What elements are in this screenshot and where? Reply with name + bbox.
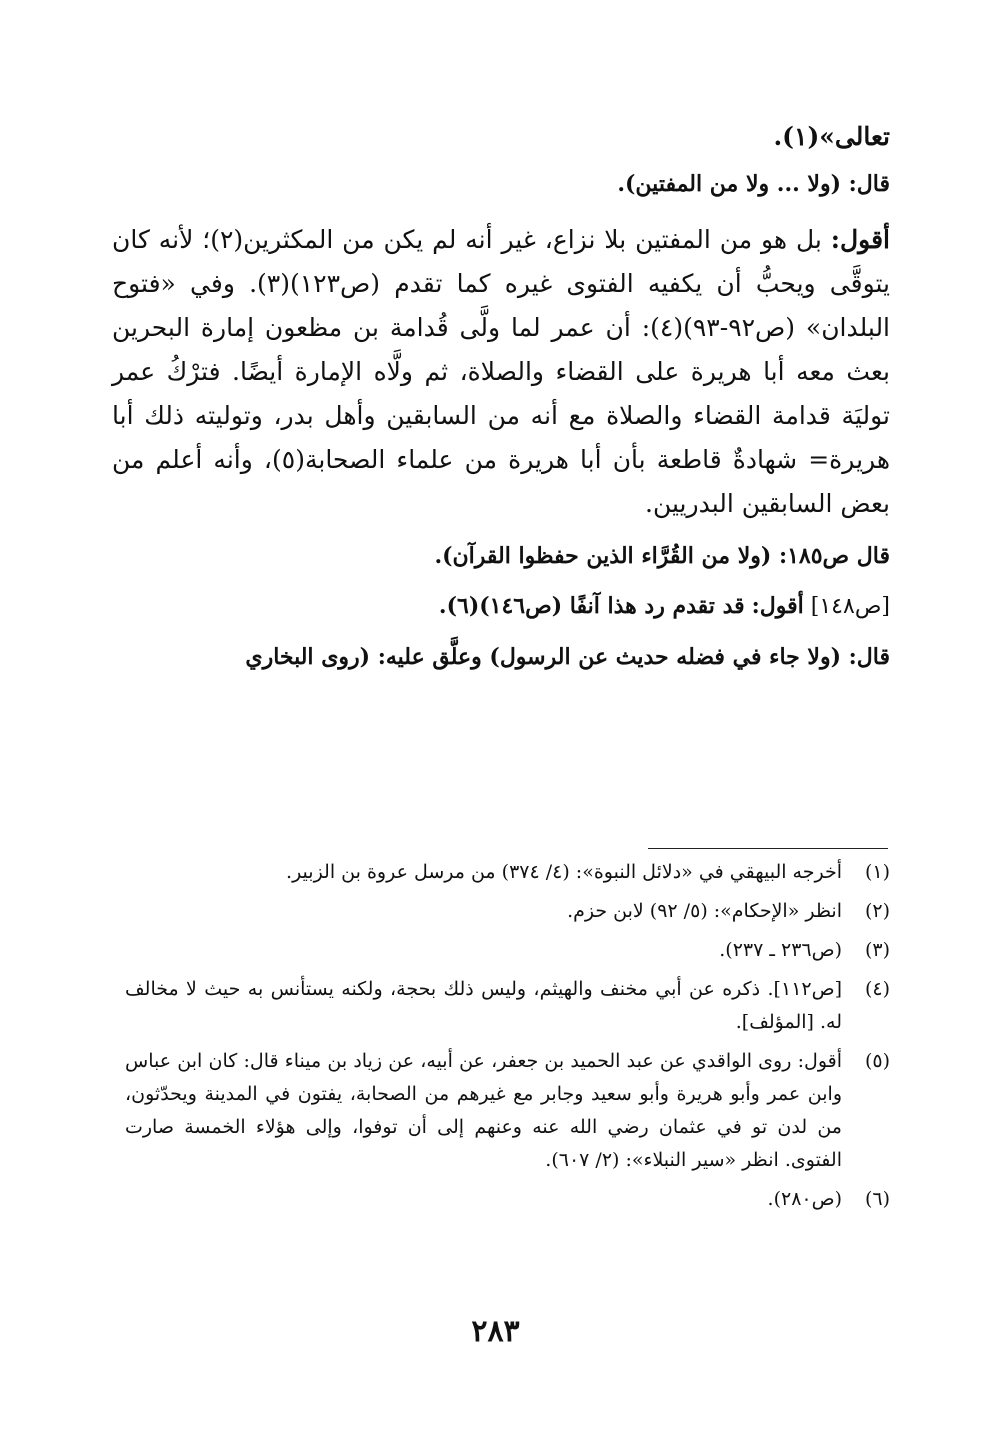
reply-label: أقول: [751, 593, 804, 619]
footnotes [125, 856, 890, 1222]
footnote-text: [ص١١٢]. ذكره عن أبي مخنف والهيثم، وليس ذلك بحجة، ولكنه يستأنس به حيث لا مخالف له. [المؤلف]. [125, 978, 842, 1033]
quote-line-3: قال: (ولا جاء في فضله حديث عن الرسول) وعلَّق عليه: (روى البخاري [245, 644, 890, 670]
main-text [112, 120, 890, 691]
footnote-number: (٤) [864, 978, 890, 1000]
page-number: ٢٨٣ [471, 1314, 520, 1349]
footnote-text: أخرجه البيهقي في «دلائل النبوة»: (٤/ ٣٧٤) من مرسل عروة بن الزبير. [286, 861, 842, 883]
footnote-item [125, 856, 890, 889]
quote-line-2: قال ص١٨٥: (ولا من القُرَّاء الذين حفظوا القرآن). [434, 543, 890, 569]
continuation-line: تعالى»(١). [773, 122, 890, 151]
footnote-item [125, 973, 890, 1039]
footnote-item [125, 895, 890, 928]
reply-label: أقول: [830, 225, 890, 254]
footnote-number: (١) [864, 861, 890, 883]
footnote-text: (ص٢٨٠). [767, 1188, 842, 1210]
footnote-item [125, 934, 890, 967]
reply-text: قد تقدم رد هذا آنفًا (ص١٤٦)(٦). [438, 593, 745, 619]
footnote-item [125, 1183, 890, 1216]
footnote-number: (٣) [864, 939, 890, 961]
quote-line-1: قال: (ولا ... ولا من المفتين). [617, 171, 890, 197]
reply-paragraph-1 [112, 218, 890, 526]
page-ref: [ص١٤٨] [810, 594, 890, 619]
footnote-number: (٦) [864, 1188, 890, 1210]
footnote-text: أقول: روى الواقدي عن عبد الحميد بن جعفر، عن أبيه، عن زياد بن ميناء قال: كان ابن عباس وابن عمر وأبو هريرة وأبو سعيد وجابر مع غيرهم من الصحابة، يفتون في المدينة ويحدّثون، من لدن تو في عثمان رضي الله عنه وعنهم إلى أن توفوا، وإلى هؤلاء الخمسة صارت الفتوى. انظر «سير النبلاء»: (٢/ ٦٠٧). [125, 1050, 842, 1171]
reply-text: بل هو من المفتين بلا نزاع، غير أنه لم يكن من المكثرين(٢)؛ لأنه كان يتوقَّى ويحبُّ أن يكفيه الفتوى غيره كما تقدم (ص١٢٣)(٣). وفي «فتوح البلدان» (ص٩٢-٩٣)(٤): أن عمر لما ولَّى قُدامة بن مظعون إمارة البحرين بعث معه أبا هريرة على القضاء والصلاة، ثم ولَّاه الإمارة أيضًا. فترْكُ عمر توليَة قدامة القضاء والصلاة مع أنه من السابقين وأهل بدر، وتوليته ذلك أبا هريرة= شهادةٌ قاطعة بأن أبا هريرة من علماء الصحابة(٥)، وأنه أعلم من بعض السابقين البدريين. [112, 225, 891, 518]
footnote-divider [648, 848, 888, 849]
footnote-number: (٥) [864, 1050, 890, 1072]
footnote-text: (ص٢٣٦ ـ ٢٣٧). [719, 939, 842, 961]
footnote-item [125, 1045, 890, 1177]
reply-paragraph-2 [112, 590, 890, 623]
footnote-text: انظر «الإحكام»: (٥/ ٩٢) لابن حزم. [567, 900, 842, 922]
footnote-number: (٢) [864, 900, 890, 922]
